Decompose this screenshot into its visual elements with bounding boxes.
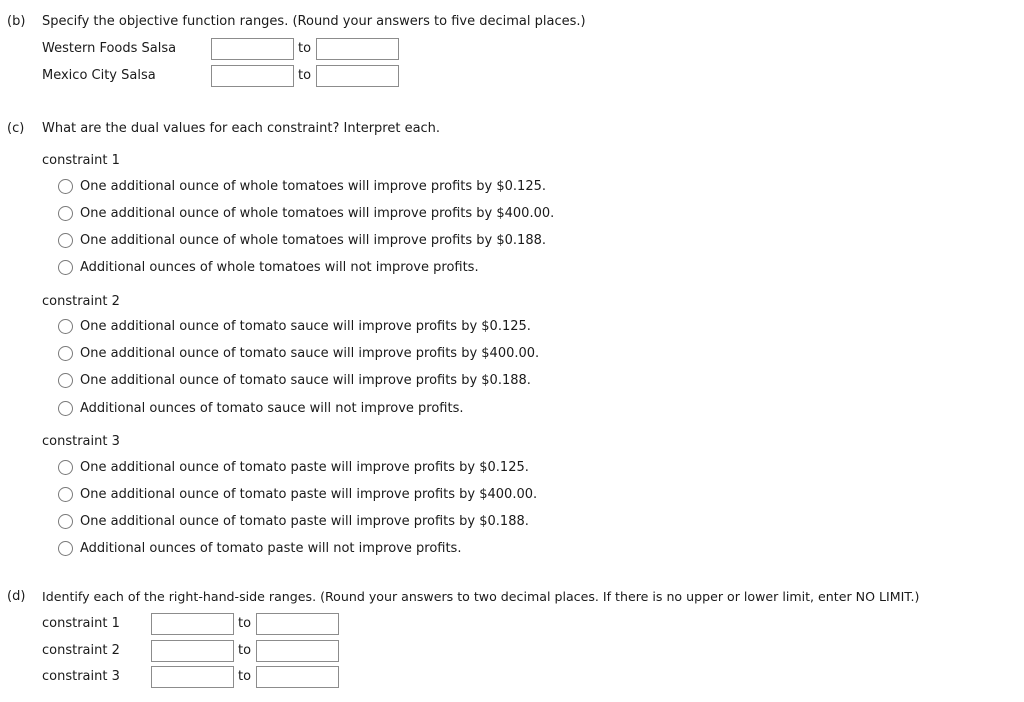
mexico-upper-input[interactable] [316,65,399,87]
radio-button[interactable] [58,233,73,248]
constraint-2-heading: constraint 2 [42,294,120,309]
radio-button[interactable] [58,346,73,361]
constraint-3-heading: constraint 3 [42,434,120,449]
part-b-question: Specify the objective function ranges. (Round your answers to five decimal places.) [42,14,586,29]
constraint-3-upper-input[interactable] [256,666,339,688]
radio-button[interactable] [58,319,73,334]
constraint-1-option-3[interactable]: One additional ounce of whole tomatoes will improve profits by $0.188. [58,233,546,248]
rhs-row-label-2: constraint 2 [42,643,120,658]
radio-button[interactable] [58,460,73,475]
objective-row-label-western: Western Foods Salsa [42,41,177,56]
mexico-lower-input[interactable] [211,65,294,87]
part-c-letter: (c) [7,121,25,136]
constraint-1-lower-input[interactable] [151,613,234,635]
western-upper-input[interactable] [316,38,399,60]
constraint-1-option-2[interactable]: One additional ounce of whole tomatoes will improve profits by $400.00. [58,206,554,221]
radio-button[interactable] [58,487,73,502]
part-c-question: What are the dual values for each constraint? Interpret each. [42,121,441,136]
radio-button[interactable] [58,514,73,529]
constraint-2-option-2[interactable]: One additional ounce of tomato sauce will improve profits by $400.00. [58,346,539,361]
radio-button[interactable] [58,401,73,416]
to-label: to [238,616,252,631]
to-label: to [298,41,312,56]
constraint-3-option-3[interactable]: One additional ounce of tomato paste will improve profits by $0.188. [58,514,529,529]
constraint-3-option-2[interactable]: One additional ounce of tomato paste will improve profits by $400.00. [58,487,537,502]
constraint-3-lower-input[interactable] [151,666,234,688]
radio-button[interactable] [58,541,73,556]
part-d-question: Identify each of the right-hand-side ranges. (Round your answers to two decimal places. If there is no upper or lower limit, enter NO LIMIT.) [42,589,920,604]
constraint-1-heading: constraint 1 [42,153,120,168]
constraint-1-option-4[interactable]: Additional ounces of whole tomatoes will not improve profits. [58,260,479,275]
constraint-1-upper-input[interactable] [256,613,339,635]
constraint-3-option-1[interactable]: One additional ounce of tomato paste will improve profits by $0.125. [58,460,529,475]
constraint-2-upper-input[interactable] [256,640,339,662]
constraint-2-lower-input[interactable] [151,640,234,662]
part-d-letter: (d) [7,589,26,604]
constraint-3-option-4[interactable]: Additional ounces of tomato paste will not improve profits. [58,541,461,556]
rhs-row-label-3: constraint 3 [42,669,120,684]
rhs-row-label-1: constraint 1 [42,616,120,631]
to-label: to [298,68,312,83]
radio-button[interactable] [58,373,73,388]
constraint-2-option-1[interactable]: One additional ounce of tomato sauce will improve profits by $0.125. [58,319,531,334]
constraint-1-option-1[interactable]: One additional ounce of whole tomatoes will improve profits by $0.125. [58,179,546,194]
part-b-letter: (b) [7,14,26,29]
objective-row-label-mexico: Mexico City Salsa [42,68,156,83]
constraint-2-option-3[interactable]: One additional ounce of tomato sauce will improve profits by $0.188. [58,373,531,388]
to-label: to [238,643,252,658]
western-lower-input[interactable] [211,38,294,60]
radio-button[interactable] [58,179,73,194]
constraint-2-option-4[interactable]: Additional ounces of tomato sauce will not improve profits. [58,401,464,416]
radio-button[interactable] [58,206,73,221]
to-label: to [238,669,252,684]
radio-button[interactable] [58,260,73,275]
